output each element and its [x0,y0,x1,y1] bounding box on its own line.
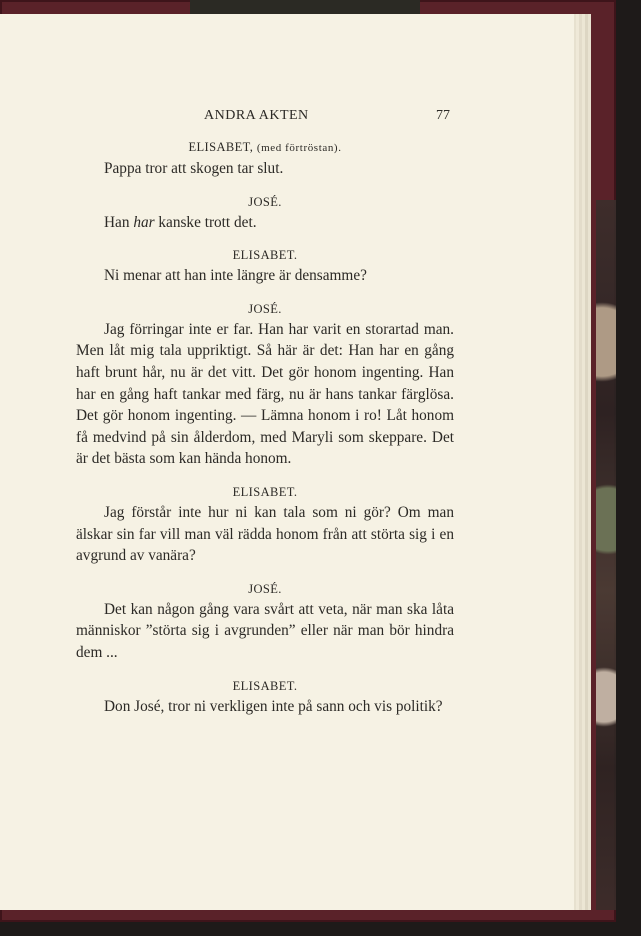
dialogue-line: Jag förringar inte er far. Han har varit en storartad man. Men låt mig tala uppriktigt. Så här är det: Han har en gång haft brunt hår, nu är det vitt. Det gör honom ingenting. Han har en gång haft tankar med färg, nu är hans tankar färglösa. Det gör honom ingenting. — Lämna honom i ro! Låt honom få medvind på sin ålderdom, med Maryli som skeppare. Det är det bästa som kan hända honom. [76,320,454,468]
dialogue-emphasis: har [133,213,155,231]
speaker-heading: JOSÉ. [248,301,282,316]
page-content [0,14,574,910]
book-page [0,14,574,910]
running-head-title: ANDRA AKTEN [204,108,309,123]
speaker-heading: ELISABET. [232,678,298,693]
dialogue-line: Det kan någon gång vara svårt att veta, när man ska låta människor ”störta sig i avgrunden” eller när man bör hindra dem ... [76,600,454,661]
page-number: 77 [436,108,450,123]
dialogue-text: kanske trott det. [154,213,257,231]
speaker-heading [76,137,454,158]
speaker-heading: ELISABET. [232,484,298,499]
dialogue-line [76,212,454,234]
speaker-heading: ELISABET. [232,248,298,263]
dialogue-text: Han [104,213,134,231]
stage-direction: (med förtröstan). [256,142,342,154]
dialogue-line: Don José, tror ni verkligen inte på sann och vis politik? [104,697,443,715]
play-text [76,137,454,729]
dialogue-line: Pappa tror att skogen tar slut. [104,160,284,177]
book-spine-top [190,0,420,14]
marbled-edge [596,200,616,910]
dialogue-line: Jag förstår inte hur ni kan tala som ni gör? Om man älskar sin far vill man väl rädda honom från att störta sig i en avgrund av vanära? [76,503,454,565]
speaker-name: ELISABET, [188,140,254,154]
speaker-heading: JOSÉ. [248,581,282,596]
speaker-heading: JOSÉ. [248,194,282,209]
dialogue-line: Ni menar att han inte längre är densamme? [104,267,367,285]
